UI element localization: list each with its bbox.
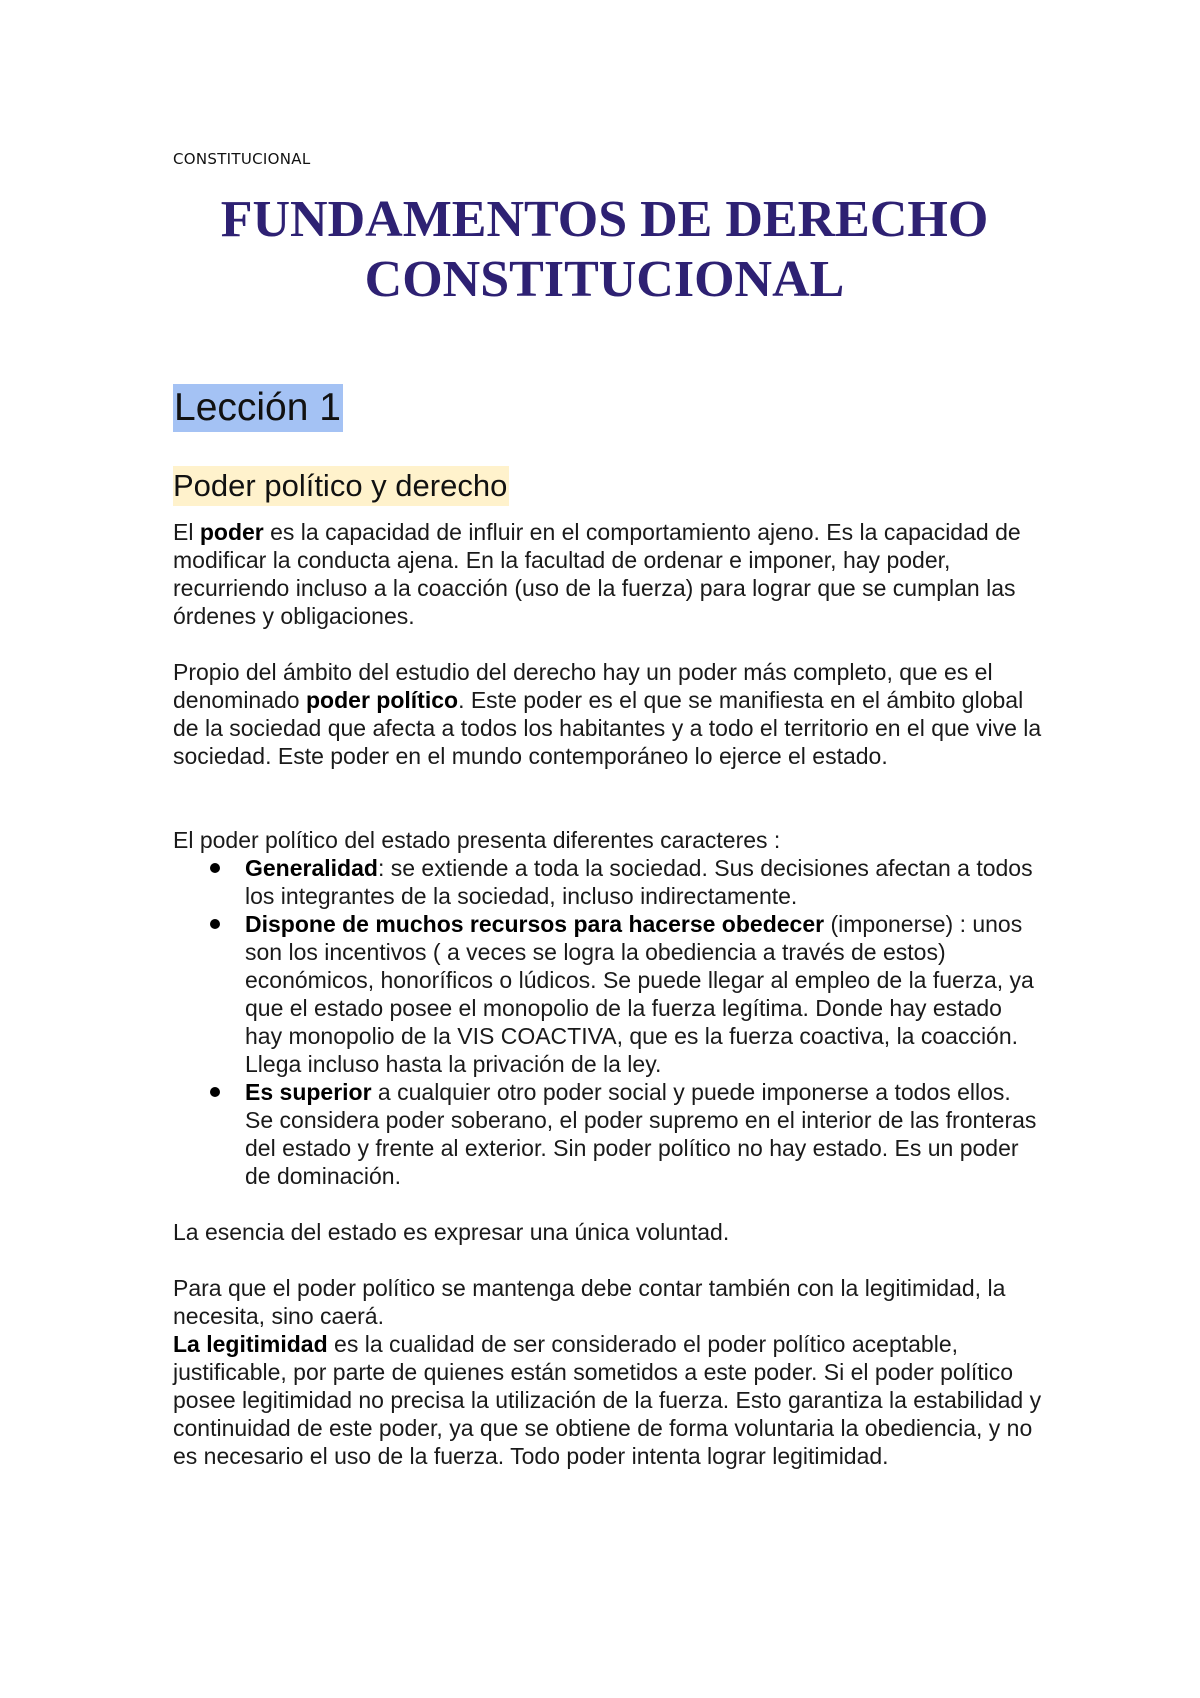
bold-term: Es superior bbox=[245, 1079, 372, 1105]
list-intro: El poder político del estado presenta diferentes caracteres : bbox=[173, 827, 781, 853]
caracteres-list bbox=[173, 854, 1045, 1190]
paragraph-mantenga bbox=[173, 1274, 1045, 1330]
section-heading: Poder político y derecho bbox=[173, 466, 509, 506]
bold-term: La legitimidad bbox=[173, 1331, 328, 1357]
bold-term: poder político bbox=[306, 687, 459, 713]
paragraph-caracteres bbox=[173, 826, 1045, 1190]
text-run: es la capacidad de influir en el comportamiento ajeno. Es la capacidad de modificar la conducta ajena. En la facultad de ordenar e imponer, hay poder, recurriendo incluso a la coacción (uso de la fuerza) para lograr que se cumplan las órdenes y obligaciones. bbox=[173, 519, 1021, 629]
text-run: es la cualidad de ser considerado el poder político aceptable, justificable, por parte de quienes están sometidos a este poder. Si el poder político posee legitimidad no precisa la utilización de la fuerza. Esto garantiza la estabilidad y continuidad de este poder, ya que se obtiene de forma voluntaria la obediencia, y no es necesario el uso de la fuerza. Todo poder intenta lograr legitimidad. bbox=[173, 1331, 1042, 1469]
title-line-2: CONSTITUCIONAL bbox=[364, 251, 845, 308]
bullet-icon bbox=[210, 919, 220, 929]
text-run: (imponerse) : unos son los incentivos ( a veces se logra la obediencia a través de estos) económicos, honoríficos o lúdicos. Se puede llegar al empleo de la fuerza, ya que el estado posee el monopolio de la fuerza legítima. Donde hay estado hay monopolio de la VIS COACTIVA, que es la fuerza coactiva, la coacción. Llega incluso hasta la privación de la ley. bbox=[245, 911, 1034, 1077]
lesson-heading: Lección 1 bbox=[173, 384, 343, 432]
paragraph-poder-politico bbox=[173, 658, 1045, 770]
paragraph-poder bbox=[173, 518, 1045, 630]
text-run: a cualquier otro poder social y puede imponerse a todos ellos. Se considera poder soberano, el poder supremo en el interior de las fronteras del estado y frente al exterior. Sin poder político no hay estado. Es un poder de dominación. bbox=[245, 1079, 1037, 1189]
document-title bbox=[173, 190, 1036, 310]
text-run: El bbox=[173, 519, 200, 545]
header-label: CONSTITUCIONAL bbox=[173, 150, 311, 168]
bold-term: poder bbox=[199, 519, 264, 545]
bold-term: Dispone de muchos recursos para hacerse obedecer bbox=[245, 911, 825, 937]
paragraph-legitimidad bbox=[173, 1330, 1045, 1470]
list-item bbox=[173, 854, 1045, 910]
list-item bbox=[173, 1078, 1045, 1190]
list-item bbox=[173, 910, 1045, 1078]
paragraph-esencia bbox=[173, 1218, 1045, 1246]
text-run: Para que el poder político se mantenga debe contar también con la legitimidad, la necesita, sino caerá. bbox=[173, 1275, 1006, 1329]
text-run: Propio del ámbito del estudio del derecho hay un poder más completo, que es el denominado bbox=[173, 659, 993, 713]
text-run: . Este poder es el que se manifiesta en el ámbito global de la sociedad que afecta a todos los habitantes y a todo el territorio en el que vive la sociedad. Este poder en el mundo contemporáneo lo ejerce el estado. bbox=[173, 687, 1042, 769]
text-run: La esencia del estado es expresar una única voluntad. bbox=[173, 1219, 730, 1245]
bold-term: Generalidad bbox=[245, 855, 378, 881]
bullet-icon bbox=[210, 1087, 220, 1097]
text-run: : se extiende a toda la sociedad. Sus decisiones afectan a todos los integrantes de la sociedad, incluso indirectamente. bbox=[245, 855, 1033, 909]
bullet-icon bbox=[210, 863, 220, 873]
title-line-1: FUNDAMENTOS DE DERECHO bbox=[220, 191, 989, 248]
